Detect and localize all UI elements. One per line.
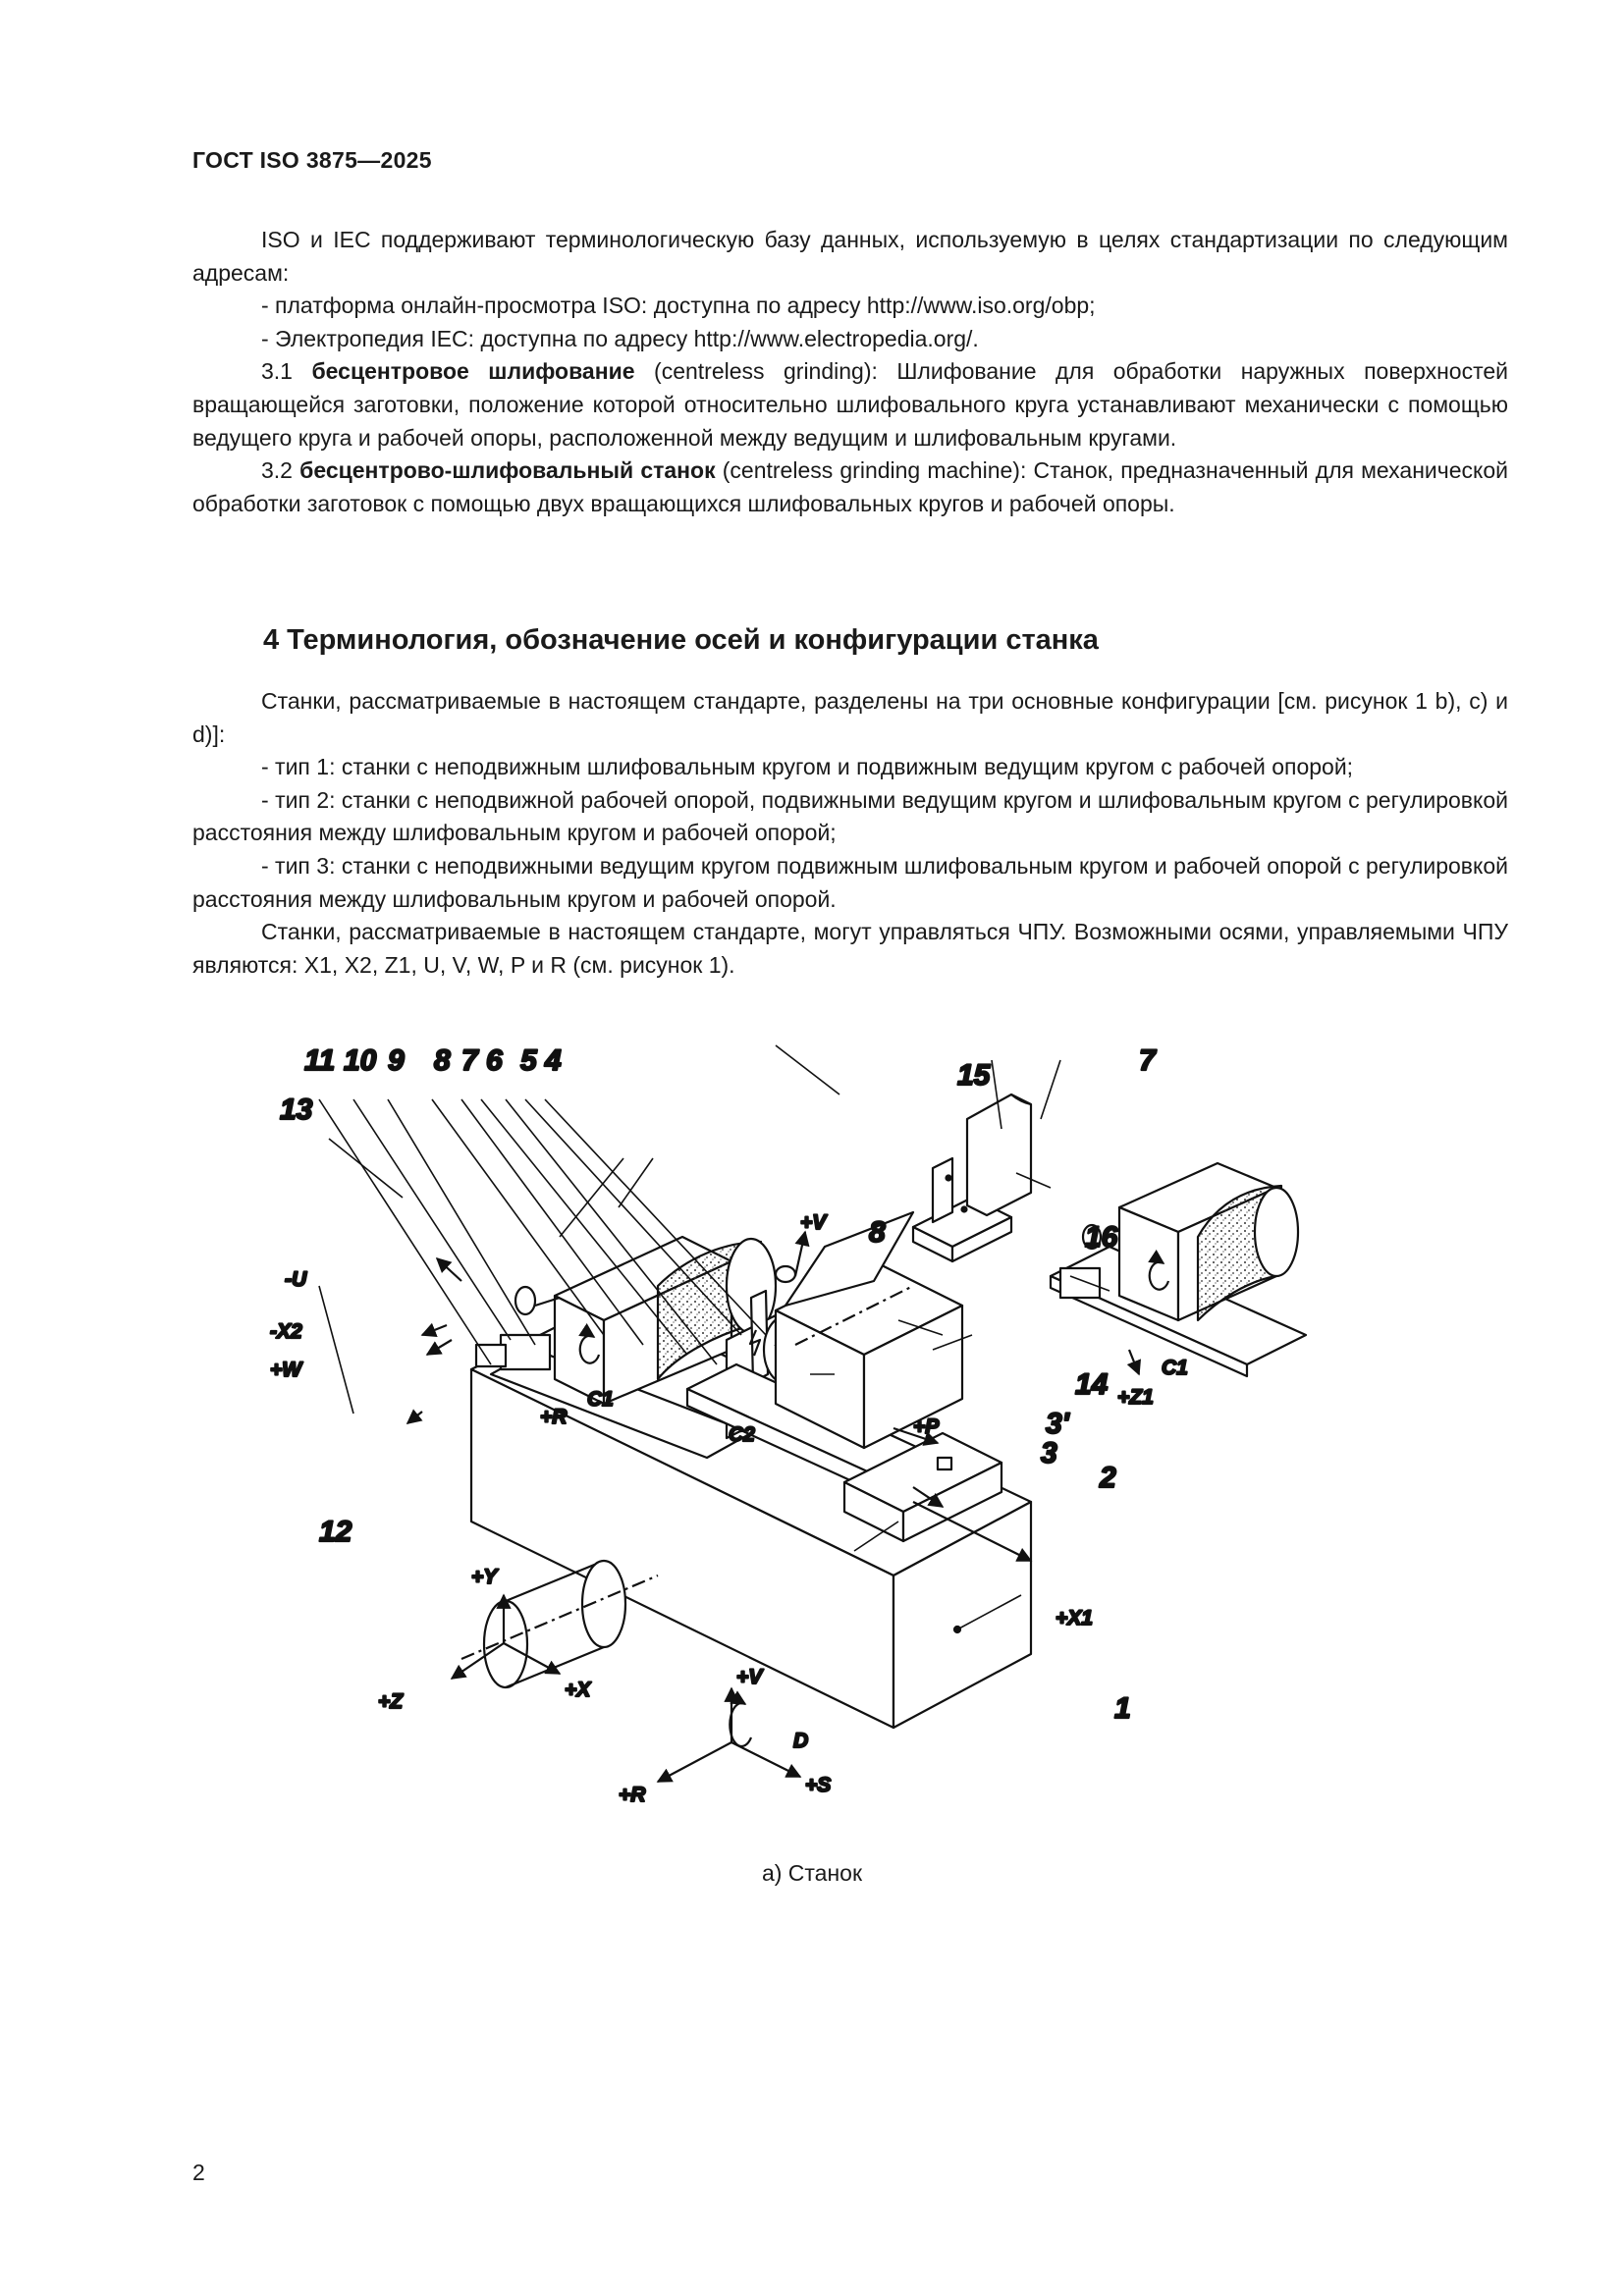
- callout-11: 11: [304, 1044, 336, 1077]
- callout-15: 15: [957, 1059, 991, 1092]
- axis-label-plus-w: +W: [270, 1359, 302, 1381]
- callout-4: 4: [545, 1044, 562, 1077]
- url-item-iec: - Электропедия IEC: доступна по адресу http://www.electropedia.org/.: [261, 325, 979, 351]
- axis-label-plus-r-symbol: +R: [619, 1784, 646, 1806]
- axis-label-plus-z: +Z: [378, 1690, 404, 1713]
- type-2-item: - тип 2: станки с неподвижной рабочей опорой, подвижными ведущим кругом и шлифовальным кругом с регулировкой расстояния между шлифовальным кругом и рабочей опорой;: [192, 786, 1508, 846]
- callout-1: 1: [1114, 1692, 1131, 1725]
- callout-12: 12: [319, 1516, 352, 1548]
- callout-13: 13: [280, 1094, 313, 1126]
- axis-label-plus-y: +Y: [471, 1566, 498, 1588]
- callout-3-prime: 3': [1046, 1408, 1069, 1440]
- axis-label-plus-v-symbol: +V: [736, 1666, 763, 1688]
- intro-paragraph: ISO и IEC поддерживают терминологическую базу данных, используемую в целях стандартизации по следующим адресам:: [192, 227, 1508, 286]
- callout-5: 5: [520, 1044, 537, 1077]
- rotation-label-c1: C1: [587, 1388, 614, 1411]
- callout-10: 10: [344, 1044, 377, 1077]
- axis-label-minus-x2: -X2: [270, 1320, 302, 1343]
- type-1-item: - тип 1: станки с неподвижным шлифовальным кругом и подвижным ведущим кругом с рабочей опорой;: [261, 754, 1354, 780]
- callout-3: 3: [1041, 1437, 1057, 1469]
- definition-3-2: [192, 454, 1508, 520]
- callout-9: 9: [388, 1044, 405, 1077]
- callout-8: 8: [434, 1044, 451, 1077]
- second-head-detail: [1051, 1163, 1306, 1376]
- definition-number: 3.2: [261, 457, 293, 484]
- callout-14: 14: [1075, 1368, 1109, 1401]
- rotation-label-c2: C2: [729, 1423, 755, 1446]
- rotation-label-c1-detail: C1: [1162, 1357, 1188, 1379]
- axis-label-plus-r: +R: [540, 1406, 568, 1428]
- section-4-body: [192, 685, 1508, 982]
- callout-2: 2: [1100, 1462, 1116, 1494]
- definition-text: (centreless grinding machine): Станок, предназначенный для механической обработки заготовок с помощью двух вращающихся шлифовальных кругов и рабочей опоры.: [192, 457, 1509, 516]
- axis-label-minus-u: -U: [285, 1268, 307, 1291]
- definition-term: бесцентровое шлифование: [311, 358, 635, 385]
- machine-diagram: [270, 1041, 1345, 1845]
- definition-3-1: [192, 355, 1508, 454]
- work-rest-detail: [913, 1095, 1031, 1261]
- page-number: 2: [192, 2160, 205, 2185]
- section-title: 4 Терминология, обозначение осей и конфигурации станка: [263, 624, 1099, 656]
- axis-label-plus-x: +X: [565, 1679, 591, 1701]
- definition-number: 3.1: [261, 358, 293, 385]
- definition-text: (centreless grinding): Шлифование для обработки наружных поверхностей вращающейся заготовки, положение которой относительно шлифовального круга устанавливают механически с помощью ведущего круга и рабочей опоры, расположенной между ведущим и шлифовальным кругами.: [192, 358, 1509, 451]
- intro-block: [192, 224, 1508, 520]
- url-item-iso: - платформа онлайн-просмотра ISO: доступна по адресу http://www.iso.org/obp;: [261, 293, 1096, 319]
- cnc-axes-paragraph: Станки, рассматриваемые в настоящем стандарте, могут управляться ЧПУ. Возможными осями, управляемыми ЧПУ являются: X1, X2, Z1, U, V, W, P и R (см. рисунок 1).: [192, 919, 1508, 978]
- document-header: ГОСТ ISO 3875—2025: [192, 147, 432, 173]
- callout-16: 16: [1085, 1221, 1118, 1254]
- axis-label-plus-p: +P: [913, 1415, 940, 1438]
- section-paragraph: Станки, рассматриваемые в настоящем стандарте, разделены на три основные конфигурации [см. рисунок 1 b), c) и d)]:: [192, 688, 1508, 747]
- type-3-item: - тип 3: станки с неподвижными ведущим кругом подвижным шлифовальным кругом и рабочей опорой с регулировкой расстояния между шлифовальным кругом и рабочей опорой.: [192, 852, 1508, 912]
- definition-term: бесцентрово-шлифовальный станок: [299, 457, 716, 484]
- axis-label-plus-v: +V: [800, 1211, 827, 1234]
- axes-symbol: [658, 1688, 800, 1782]
- callout-7-detail: 7: [1139, 1044, 1156, 1077]
- callout-7: 7: [461, 1044, 478, 1077]
- figure-caption: а) Станок: [761, 1860, 863, 1886]
- axis-label-plus-z1: +Z1: [1117, 1386, 1154, 1409]
- axis-label-plus-s: +S: [805, 1774, 832, 1796]
- callout-8-detail: 8: [869, 1216, 886, 1249]
- callout-6: 6: [486, 1044, 503, 1077]
- axis-label-plus-x1: +X1: [1056, 1607, 1093, 1629]
- rotation-label-d: D: [793, 1730, 809, 1752]
